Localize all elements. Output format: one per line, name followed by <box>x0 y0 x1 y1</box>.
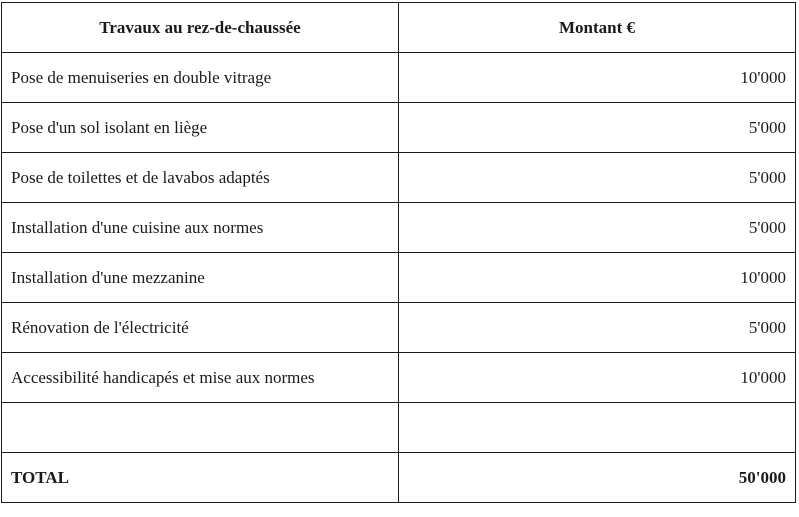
total-amount: 50'000 <box>399 453 796 503</box>
table-row-empty <box>2 403 796 453</box>
table-row <box>2 353 796 403</box>
table-row <box>2 203 796 253</box>
total-label: TOTAL <box>2 453 399 503</box>
table-row <box>2 253 796 303</box>
table-row <box>2 103 796 153</box>
row-amount: 5'000 <box>399 103 796 153</box>
works-table-container <box>1 2 795 503</box>
row-description <box>2 403 399 453</box>
row-amount: 10'000 <box>399 253 796 303</box>
row-amount: 5'000 <box>399 203 796 253</box>
row-description: Installation d'une cuisine aux normes <box>2 203 399 253</box>
header-amount: Montant € <box>399 3 796 53</box>
table-row <box>2 153 796 203</box>
table-row <box>2 53 796 103</box>
header-description: Travaux au rez-de-chaussée <box>2 3 399 53</box>
table-total-row <box>2 453 796 503</box>
row-amount <box>399 403 796 453</box>
row-amount: 5'000 <box>399 153 796 203</box>
row-description: Pose d'un sol isolant en liège <box>2 103 399 153</box>
row-amount: 10'000 <box>399 353 796 403</box>
row-description: Rénovation de l'électricité <box>2 303 399 353</box>
row-amount: 10'000 <box>399 53 796 103</box>
row-description: Pose de menuiseries en double vitrage <box>2 53 399 103</box>
table-row <box>2 303 796 353</box>
table-header-row <box>2 3 796 53</box>
row-description: Accessibilité handicapés et mise aux normes <box>2 353 399 403</box>
row-description: Installation d'une mezzanine <box>2 253 399 303</box>
row-description: Pose de toilettes et de lavabos adaptés <box>2 153 399 203</box>
row-amount: 5'000 <box>399 303 796 353</box>
works-cost-table <box>1 2 796 503</box>
